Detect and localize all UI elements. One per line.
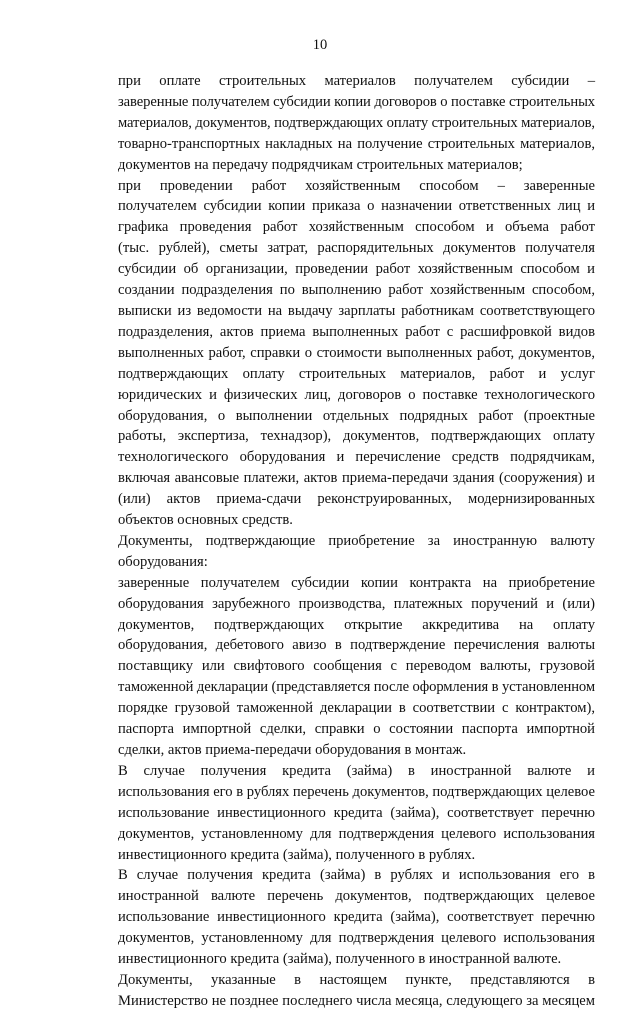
text-line: оборудования, дебетового авизо в подтверждение перечисления валюты <box>118 637 595 654</box>
paragraph-p3 <box>82 531 595 573</box>
text-line: таможенной декларации (представляется после оформления в установленном <box>118 679 595 696</box>
text-line: паспорта импортной сделки, справки о состоянии паспорта импортной <box>118 721 595 738</box>
text-line: работы, экспертиза, технадзор), документов, подтверждающих оплату <box>118 428 595 445</box>
text-line: юридических и физических лиц, договоров о поставке технологического <box>118 386 595 403</box>
text-line: инвестиционного кредита (займа), полученного в рублях. <box>118 846 476 863</box>
text-line: порядке грузовой таможенной декларации в соответствии с контрактом), <box>118 700 595 717</box>
text-line: (или) актов приема-сдачи реконструированных, модернизированных <box>118 491 595 508</box>
text-line: документов на передачу подрядчикам строительных материалов; <box>118 156 523 173</box>
paragraph-p5 <box>82 761 595 866</box>
paragraph-p2 <box>82 176 595 531</box>
paragraph-p6 <box>82 865 595 970</box>
text-line: выполненных работ, справки о стоимости выполненных работ, документов, <box>118 344 595 361</box>
text-line: при проведении работ хозяйственным способом – заверенные <box>118 177 595 194</box>
text-line: выписки из ведомости на выдачу зарплаты работникам соответствующего <box>118 302 595 319</box>
document-body <box>82 71 595 1012</box>
text-line: В случае получения кредита (займа) в иностранной валюте и <box>118 762 595 779</box>
text-line: Документы, подтверждающие приобретение за иностранную валюту <box>118 532 595 549</box>
text-line: поставщику или свифтового сообщения с переводом валюты, грузовой <box>118 658 595 675</box>
text-line: инвестиционного кредита (займа), полученного в иностранной валюте. <box>118 951 562 968</box>
text-line: документов, подтверждающих открытие аккредитива на оплату <box>118 616 595 633</box>
text-line: В случае получения кредита (займа) в рублях и использования его в <box>118 867 595 884</box>
text-line: использования его в рублях перечень документов, подтверждающих целевое <box>118 783 595 800</box>
text-line: сделки, актов приема-передачи оборудования в монтаж. <box>118 742 467 758</box>
text-line: включая авансовые платежи, актов приема-передачи здания (сооружения) и <box>118 470 595 487</box>
text-line: заверенные получателем субсидии копии договоров о поставке строительных <box>118 93 595 110</box>
text-line: (тыс. рублей), сметы затрат, распорядительных документов получателя <box>118 240 595 257</box>
text-line: субсидии об организации, проведении работ хозяйственным способом и <box>118 261 595 278</box>
text-line: оборудования: <box>118 553 208 570</box>
paragraph-p1 <box>82 71 595 176</box>
text-line: использование инвестиционного кредита (займа), соответствует перечню <box>118 804 595 821</box>
text-line: документов, установленному для подтверждения целевого использования <box>118 930 595 947</box>
text-line: Документы, указанные в настоящем пункте, представляются в <box>118 971 595 988</box>
text-line: материалов, документов, подтверждающих оплату строительных материалов, <box>118 114 595 131</box>
text-line: Министерство не позднее последнего числа месяца, следующего за месяцем <box>118 992 595 1009</box>
text-line: технологического оборудования и перечисление средств подрядчикам, <box>118 449 595 466</box>
text-line: подразделения, актов приема выполненных работ с расшифровкой видов <box>118 323 595 340</box>
text-line: создании подразделения по выполнению работ хозяйственным способом, <box>118 282 595 299</box>
paragraph-p7 <box>82 970 595 1012</box>
text-line: объектов основных средств. <box>118 512 293 529</box>
text-line: графика проведения работ хозяйственным способом и объема работ <box>118 219 595 236</box>
page-number: 10 <box>312 37 328 53</box>
paragraph-p4 <box>82 573 595 761</box>
text-line: использование инвестиционного кредита (займа), соответствует перечню <box>118 909 595 926</box>
text-line: оборудования, о выполнении отдельных подрядных работ (проектные <box>118 407 595 424</box>
text-line: иностранной валюте перечень документов, подтверждающих целевое <box>118 888 595 905</box>
text-line: оборудования зарубежного производства, платежных поручений и (или) <box>118 595 595 612</box>
text-line: товарно-транспортных накладных на получение строительных материалов, <box>118 135 595 152</box>
text-line: при оплате строительных материалов получателем субсидии – <box>118 73 595 89</box>
text-line: подтверждающих оплату строительных материалов, работ и услуг <box>118 365 595 382</box>
text-line: документов, установленному для подтверждения целевого использования <box>118 825 595 842</box>
text-line: получателем субсидии копии приказа о назначении ответственных лиц и <box>118 198 595 215</box>
text-line: заверенные получателем субсидии копии контракта на приобретение <box>118 574 595 591</box>
